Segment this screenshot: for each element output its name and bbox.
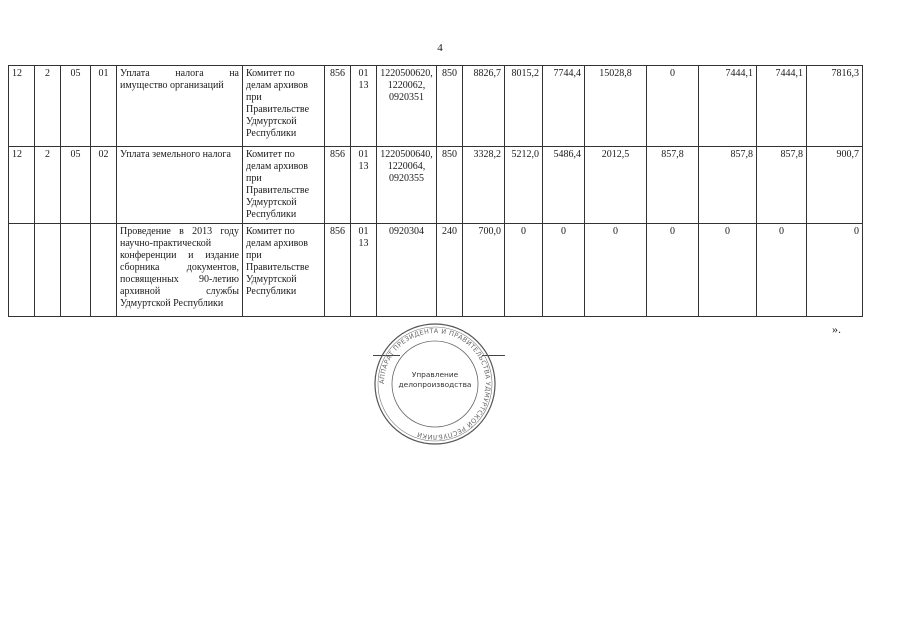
- expense-type-code: 850: [437, 147, 463, 224]
- executor-name: Комитет по делам архивов при Правительстве Удмуртской Республики: [243, 224, 325, 317]
- code-measure: 05: [61, 66, 91, 147]
- value-6: 0: [699, 224, 757, 317]
- code-program: 12: [9, 147, 35, 224]
- value-3: 0: [543, 224, 585, 317]
- code-event: 01: [91, 66, 117, 147]
- code-subprogram: [35, 224, 61, 317]
- grbs-code: 856: [325, 66, 351, 147]
- expense-type-code: 240: [437, 224, 463, 317]
- code-event: [91, 224, 117, 317]
- code-program: 12: [9, 66, 35, 147]
- value-3: 5486,4: [543, 147, 585, 224]
- value-1: 3328,2: [463, 147, 505, 224]
- event-name: Проведение в 2013 году научно-практической конференции и издание сборника документов, посвященных 90-летию архивной службы Удмуртской Республики: [117, 224, 243, 317]
- table-row: [9, 66, 863, 147]
- value-1: 8826,7: [463, 66, 505, 147]
- value-5: 0: [647, 224, 699, 317]
- event-name: Уплата земельного налога: [117, 147, 243, 224]
- executor-name: Комитет по делам архивов при Правительстве Удмуртской Республики: [243, 147, 325, 224]
- value-6: 7444,1: [699, 66, 757, 147]
- value-2: 0: [505, 224, 543, 317]
- code-measure: 05: [61, 147, 91, 224]
- value-4: 0: [585, 224, 647, 317]
- table-row: [9, 224, 863, 317]
- value-2: 8015,2: [505, 66, 543, 147]
- section-code: 01 13: [351, 147, 377, 224]
- executor-name: Комитет по делам архивов при Правительстве Удмуртской Республики: [243, 66, 325, 147]
- stamp-line-2: делопроизводства: [398, 380, 472, 389]
- grbs-code: 856: [325, 224, 351, 317]
- grbs-code: 856: [325, 147, 351, 224]
- value-5: 857,8: [647, 147, 699, 224]
- value-3: 7744,4: [543, 66, 585, 147]
- budget-table: [8, 65, 863, 317]
- section-code: 01 13: [351, 224, 377, 317]
- value-8: 900,7: [807, 147, 863, 224]
- table-row: [9, 147, 863, 224]
- event-name: Уплата налога на имущество организаций: [117, 66, 243, 147]
- official-stamp: [373, 322, 497, 446]
- code-program: [9, 224, 35, 317]
- value-5: 0: [647, 66, 699, 147]
- target-code: 0920304: [377, 224, 437, 317]
- value-1: 700,0: [463, 224, 505, 317]
- target-code: 1220500620, 1220062, 0920351: [377, 66, 437, 147]
- code-subprogram: 2: [35, 147, 61, 224]
- closing-quote: ».: [832, 322, 841, 336]
- value-8: 0: [807, 224, 863, 317]
- code-subprogram: 2: [35, 66, 61, 147]
- page-number: 4: [437, 42, 443, 54]
- stamp-line-1: Управление: [411, 370, 459, 379]
- value-4: 2012,5: [585, 147, 647, 224]
- value-7: 857,8: [757, 147, 807, 224]
- value-7: 7444,1: [757, 66, 807, 147]
- value-7: 0: [757, 224, 807, 317]
- value-6: 857,8: [699, 147, 757, 224]
- code-measure: [61, 224, 91, 317]
- code-event: 02: [91, 147, 117, 224]
- value-2: 5212,0: [505, 147, 543, 224]
- expense-type-code: 850: [437, 66, 463, 147]
- target-code: 1220500640, 1220064, 0920355: [377, 147, 437, 224]
- value-4: 15028,8: [585, 66, 647, 147]
- stamp-ring-text: АППАРАТ ПРЕЗИДЕНТА И ПРАВИТЕЛЬСТВА УДМУРТСКОЙ РЕСПУБЛИКИ: [377, 326, 493, 442]
- value-8: 7816,3: [807, 66, 863, 147]
- section-code: 01 13: [351, 66, 377, 147]
